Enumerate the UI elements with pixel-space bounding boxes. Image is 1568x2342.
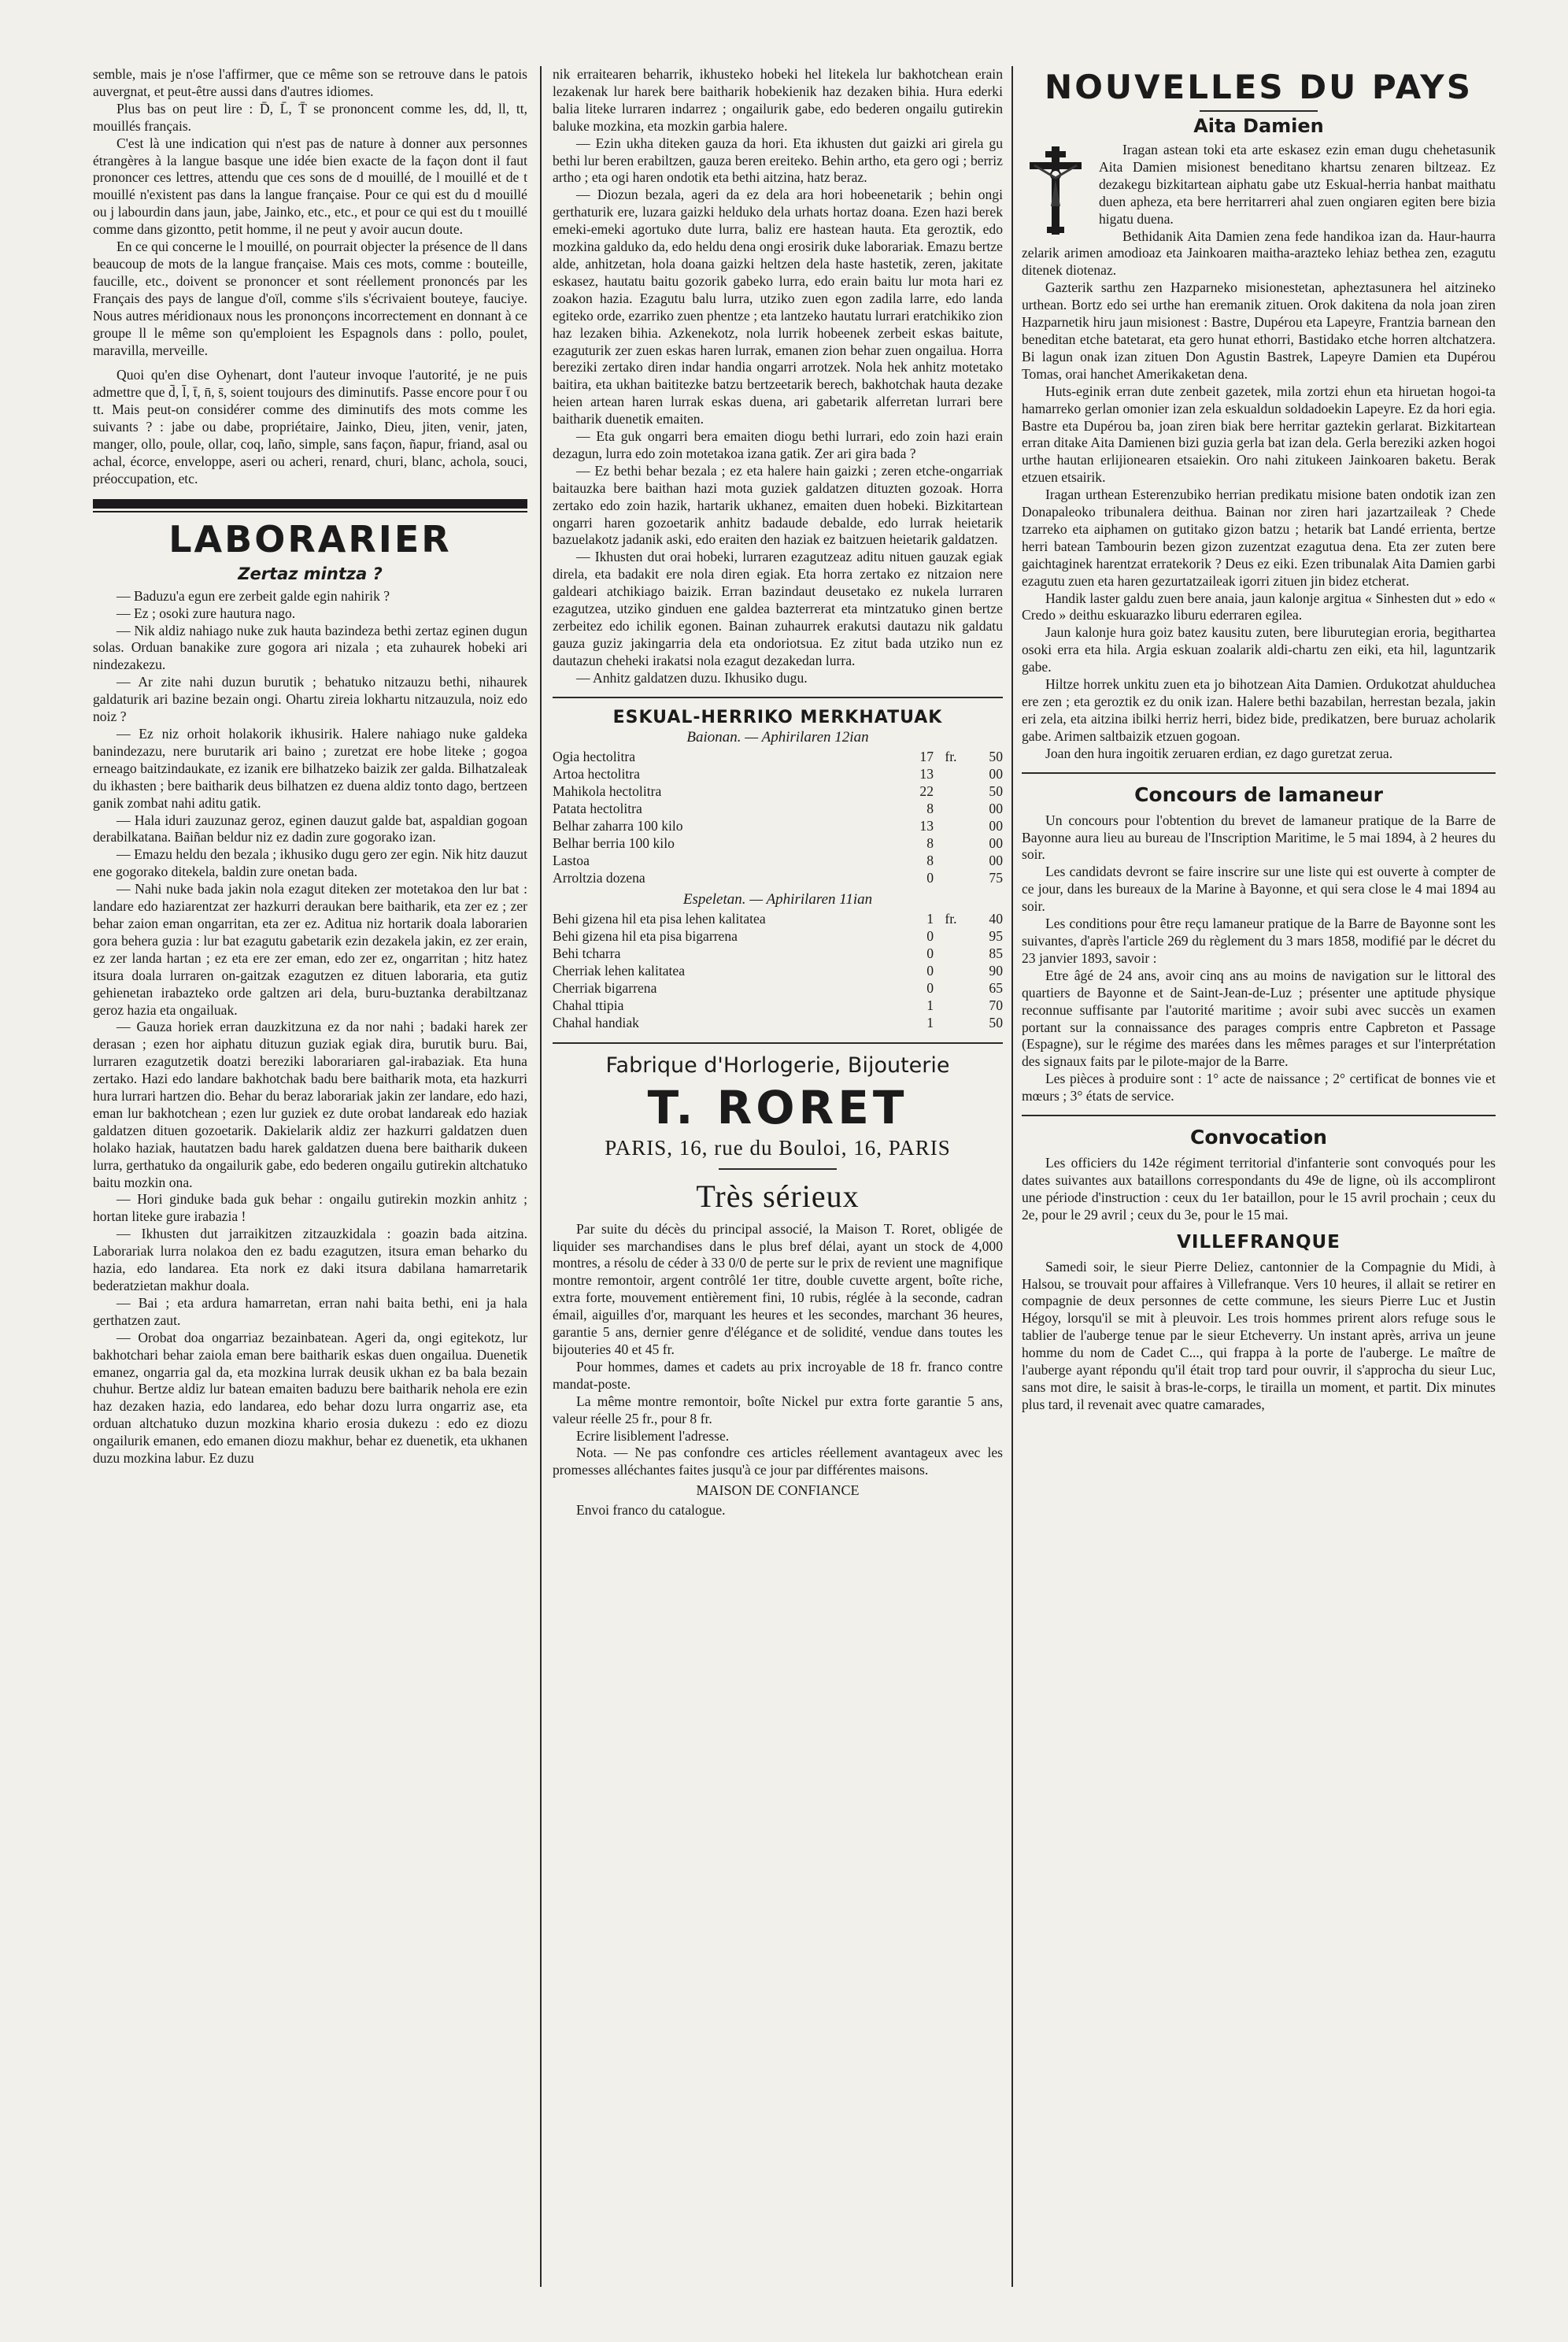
paragraph: Huts-eginik erran dute zenbeit gazetek, mila zortzi ehun eta hiruetan hogoi-ta hamarreko gerlan omonier izan zela eskualdun soldadoekin Lapeyre. Ez da hori egia. Bastre eta Dupérou ba, joan ziren biak bere herritar gaztekin gerlarat. Bizkitartean erran ditake Aita Damienen bizi guzia gerla bat izan dela. Gerla bereziki azken hogoi urthe hautan erlijionearen etsaiekin. Oro nahi zitukeen Jainkoaren baketu. Berak etzuen etsairik.: [1022, 383, 1496, 486]
price-row: [553, 945, 1003, 962]
price-row: [553, 1014, 1003, 1031]
paragraph: — Baduzu'a egun ere zerbeit galde egin nahirik ?: [116, 587, 390, 604]
price-row: [553, 869, 1003, 886]
paragraph: semble, mais je n'ose l'affirmer, que ce même son se retrouve dans le patois auvergnat, et peut-être aussi dans d'autres idiomes.: [93, 66, 527, 99]
paragraph: — Ez ; osoki zure hautura nago.: [116, 605, 296, 621]
paragraph: — Nik aldiz nahiago nuke zuk hauta bazindeza bethi zertaz eginen dugun solas. Orduan banakike zure gogora ari nizala ; eta zuhaurek hobeki ari nindezakezu.: [93, 622, 527, 673]
price-row: [553, 852, 1003, 869]
roret-advertisement: [553, 1053, 1003, 1215]
price-francs: 0: [926, 945, 934, 961]
ad-paragraph: Pour hommes, dames et cadets au prix incroyable de 18 fr. franco contre mandat-poste.: [553, 1358, 1003, 1392]
paragraph: — Hala iduri zauzunaz geroz, eginen dauzut galde bat, aspaldian gogoan derabilkatana. Baiñan beldur niz ez dadin zure gogorako izan.: [93, 812, 527, 845]
price-centimes: 00: [989, 817, 1003, 834]
price-item-name: Cherriak bigarrena: [553, 979, 657, 996]
ad-address: PARIS, 16, rue du Bouloi, 16, PARIS: [605, 1135, 951, 1160]
price-item-name: Chahal ttipia: [553, 997, 624, 1013]
paragraph: Les conditions pour être reçu lamaneur pratique de la Barre de Bayonne sont les suivantes, d'après l'article 269 du règlement du 3 mars 1858, modifié par le décret du 23 janvier 1893, savoir :: [1022, 916, 1496, 966]
paragraph: Joan den hura ingoitik zeruaren erdian, ez dago guretzat zerua.: [1045, 745, 1393, 761]
price-francs: 0: [926, 869, 934, 886]
paragraph: — Hori ginduke bada guk behar : ongailu gutirekin mozkin anhitz ; hortan liteke gure irabazia !: [93, 1191, 527, 1225]
price-centimes: 75: [989, 869, 1003, 886]
price-item-name: Ogia hectolitra: [553, 748, 636, 764]
price-francs: 13: [919, 817, 934, 834]
price-row: [553, 910, 1003, 927]
price-centimes: 95: [989, 927, 1003, 944]
price-item-name: Behi gizena hil eta pisa bigarrena: [553, 927, 738, 944]
price-item-name: Behi gizena hil eta pisa lehen kalitatea: [553, 910, 766, 927]
price-centimes: 50: [989, 1014, 1003, 1030]
price-unit: fr.: [945, 910, 957, 927]
paragraph: Iragan astean toki eta arte eskasez ezin eman dugu chehetasunik Aita Damien misionest beneditano khartsu zenaren biltzeaz. Ez dezakegu bizkitartean aiphatu gabe utz Eskual-herria hanbat maithatu duen apheza, eta bere herritarreri ahal zuen ongiaren egiten bere bizia higatu duena.: [1099, 142, 1496, 227]
price-centimes: 65: [989, 979, 1003, 996]
paragraph: — Ar zite nahi duzun burutik ; behatuko nitzauzu bethi, nihaurek galdaturik ari bazine bezain ongi. Ohartu zireia lokhartu nitzauzula, noiz edo noiz ?: [93, 674, 527, 725]
price-unit: [934, 834, 968, 852]
ad-brand: T. RORET: [647, 1080, 908, 1134]
paragraph: Les pièces à produire sont : 1° acte de naissance ; 2° certificat de bonnes vie et mœurs ; 3° états de service.: [1022, 1071, 1496, 1104]
market-heading: ESKUAL-HERRIKO MERKHATUAK: [612, 707, 943, 727]
price-item-name: Chahal handiak: [553, 1014, 639, 1030]
price-centimes: 00: [989, 852, 1003, 868]
price-centimes: 70: [989, 997, 1003, 1013]
market-bayonne-heading: Baionan. — Aphirilaren 12ian: [686, 728, 869, 746]
paragraph: — Nahi nuke bada jakin nola ezagut diteken zer motetakoa den lur bat : landare edo haziarentzat zer hazkurri deraukan bere baitharik, eta zer ez ; zer behar zaion eman ongarritan, eta zer ez. Aditua niz hortarik doala laborarien gora behera guzia : lur bat ezagutu gabetarik ezin dezakela jakin, ez zer erain, ez zer landa hartan ; ez eta ere zer eman, edo zer ez, ongarritan ; hitz hatez itsura doala lurraren on-gaitzak ezagutzen ez dituen laboraria, eta gutiz gehienetan irabazteko orde galtzen ari dela, buru-buztanka derabiltzanaz geroz hazia eta ongailuak.: [93, 881, 527, 1018]
price-table-espelette: [553, 910, 1003, 1031]
price-item-name: Lastoa: [553, 852, 590, 868]
paragraph: Hiltze horrek unkitu zuen eta jo bihotzean Aita Damien. Ordukotzat ahulduchea ere zen ; eta geroztik ez du onik izan. Halere bethi bazabilan, herrestan bezala, jakin eri zela, eta aitzina ibilki herriz herri, bidez bide, predikatzen, bere buruaz acholarik gabe. Arimen saltbaizik etzuen gogoan.: [1022, 676, 1496, 744]
price-centimes: 00: [989, 765, 1003, 782]
price-unit: [934, 869, 968, 886]
paragraph: — Emazu heldu den bezala ; ikhusiko dugu gero zer egin. Nik hitz dauzut ene gogorako ditekela, baldin zure onetan bada.: [93, 846, 527, 880]
ad-paragraph: Ecrire lisiblement l'adresse.: [576, 1427, 730, 1444]
paragraph: Samedi soir, le sieur Pierre Deliez, cantonnier de la Compagnie du Midi, à Halsou, se trouvait pour affaires à Villefranque. Vers 10 heures, il allait se retirer en compagnie de deux personnes de cette commune, les sieurs Pierre Luc et Justin Hégoy, lorsqu'il se mit à pleuvoir. Les trois hommes prirent alors refuge sous le tablier de l'auberge tenue par le sieur Etcheverry. Un instant après, arriva un jeune homme du nom de Cadet C..., qui frappa à la porte de l'auberge. Le maître de l'auberge ayant répondu qu'il était trop tard pour ouvrir, il s'approcha du sieur Luc, sans mot dire, le saisit à bras-le-corps, le tirailla un moment, et partit. Dix minutes plus tard, il revenait avec quatre camarades,: [1022, 1258, 1496, 1412]
price-unit: fr.: [945, 748, 957, 764]
paragraph: nik erraitearen beharrik, ikhusteko hobeki hel litekela lur bakhotchean erain lezakenak lur harek bere baitharik hobekienik haz dezaken bihia. Hura ederki balia liteke lurraren indarrez ; ongailurik gabe, edo bederen ongailu gutirekin baluke mozkina, eta mozkin garbia halere.: [553, 66, 1003, 134]
paragraph: — Bai ; eta ardura hamarretan, erran nahi baita bethi, eni ja hala gerthatzen zaut.: [93, 1294, 527, 1328]
price-item-name: Belhar berria 100 kilo: [553, 834, 675, 851]
price-item-name: Cherriak lehen kalitatea: [553, 962, 686, 979]
price-row: [553, 834, 1003, 852]
paragraph: — Orobat doa ongarriaz bezainbatean. Ageri da, ongi egitekotz, lur bakhotchari behar zaiola eman bere baitharik eskas duen ongailua. Duenetik emanez, ongarria gal da, eta mozkina lurrak deusik ukhan ez ba bala bezain chuhur. Bertze aldiz lur batean emaiten baduzu bere baitharik nehola ere ezin haz dezaken hazia, edo landarea, edo behar dozu lurra ongarriz ase, eta orduan altchatuko duzun mozkina khario erosia dukezu : edo ez diozu ongailurik emanen, edo emanen diozu makhur, behar ez duenetik, eta ukhanen duzu mozkina labur. Ez duzu: [93, 1329, 527, 1467]
section-divider: [553, 697, 1003, 698]
paragraph: Les officiers du 142e régiment territorial d'infanterie sont convoqués pour les dates suivantes aux bataillons correspondants du 49e de ligne, où ils accompliront une période d'instruction : ceux du 1er bataillon, pour le 15 avril prochain ; ceux du 2e, pour le 29 avril ; ceux du 3e, pour le 15 mai.: [1022, 1155, 1496, 1223]
paragraph: — Ezin ukha diteken gauza da hori. Eta ikhusten dut gaizki ari girela gu bethi lur beren erabiltzen, gauza beren ereiteko. Behin artho, eta gero ogi ; berriz artho ; eta ogi haren ondotik eta bethi aitzina, hatz beraz.: [553, 135, 1003, 186]
price-unit: [934, 997, 968, 1014]
price-item-name: Belhar zaharra 100 kilo: [553, 817, 683, 834]
price-row: [553, 783, 1003, 800]
crucifix-icon: [1022, 143, 1089, 238]
ad-headline: Très sérieux: [696, 1178, 860, 1214]
paragraph: — Ez niz orhoit holakorik ikhusirik. Halere nahiago nuke galdeka banindezazu, nere burutarik ari baino ; zuretzat ere hobe liteke ; gogoa erneago baitzindaukate, ez izanik ere bilhatzeko baizik zer galda. Bilhatzaleak du ikhasten ; bere baitharik deus bilhatzen ez duena aldiz tonto dago, bertzeen ganik zombat nahi aditu gatik.: [93, 726, 527, 811]
price-francs: 0: [926, 962, 934, 979]
paragraph: — Ikhusten dut jarraikitzen zitzauzkidala : goazin bada aitzina. Laborariak lurra nolakoa den ez badu ezagutzen, itsura eman beharko du hazia, edo landarea. Eta nork ez daki itsura dabilana hamarretarik bederatzietan makhur doala.: [93, 1226, 527, 1293]
convocation-heading: Convocation: [1190, 1126, 1327, 1149]
laborarier-subheading: Zertaz mintza ?: [238, 564, 383, 583]
price-francs: 8: [926, 800, 934, 816]
price-unit: [934, 852, 968, 869]
price-item-name: Arroltzia dozena: [553, 869, 645, 886]
price-unit: [934, 765, 968, 783]
ad-paragraph: Par suite du décès du principal associé, la Maison T. Roret, obligée de liquider ses marchandises dans le plus bref délai, ayant un stock de 4,000 montres, a résolu de céder à 33 0/0 de perte sur le prix de revient une magnifique montre remontoir, argent contrôlé 1er titre, double cuvette argent, boîte riche, extra forte, mouvement entièrement fini, 10 rubis, réglée à la seconde, cadran émail, aiguilles d'or, marquant les heures et les secondes, marchant 36 heures, garantie 5 ans, dernier genre d'élégance et de solidité, vendue dans toutes les bijouteries 40 et 45 fr.: [553, 1220, 1003, 1357]
price-francs: 22: [919, 783, 934, 799]
price-unit: [934, 800, 968, 817]
paragraph: — Diozun bezala, ageri da ez dela ara hori hobeenetarik ; behin ongi gerthaturik ere, luzara gaizki helduko dela urhats hortaz doana. Ezen hazi berek emeki-emeki agortuko dute lurra, baliz ere hastean hauta. Eta geroztik, edo mozkina galduko da, edo heldu dena ongi erosirik duke laborariak. Emazu bertze alde, anhitzetan, hola doana gaizki heltzen dela haste hastetik, zeren, jakitate eskasez, hautatu baitu gozorik gabeko lurra, edo erain baitu lur mota hari ez zoakon hazia. Ezagutu balu lurra, utziko zuen egon zadila larre, edo landa egiteko orde, ezarriko zuen phentze ; eta lantzeko hautatu lurrari eratchikiko zion haz lezaken bihia. Azkenekotz, nola lurrik hobeenek zerbeit eskas baitute, ezaguturik zer zuen eskas haren lurrak, emanen zion behar zuen ongailua. Horra bereziki zertako diren indar handia ongarri arrotzek. Nola hek anhitz motetako baitira, eta ukhan baititezke batzu bertzeetarik berech, bakhotchak hauta dezake heien artean haren lurrak eskas duena, ari gabetarik alferretan lurrari bere baitharik duenetik emaiten.: [553, 187, 1003, 427]
price-unit: [934, 1014, 968, 1031]
price-row: [553, 979, 1003, 997]
column-rule-left: [540, 66, 542, 2287]
paragraph: Handik laster galdu zuen bere anaia, jaun kalonje argitua « Sinhesten dut » edo « Credo » deithu eskuarazko liburu ederraren egilea.: [1022, 590, 1496, 623]
price-centimes: 40: [989, 910, 1003, 927]
ad-line: Fabrique d'Horlogerie, Bijouterie: [605, 1053, 950, 1078]
villefranque-heading: VILLEFRANQUE: [1177, 1231, 1341, 1252]
price-centimes: 00: [989, 834, 1003, 851]
price-row: [553, 817, 1003, 834]
nouvelles-heading: NOUVELLES DU PAYS: [1045, 68, 1473, 106]
price-francs: 1: [926, 910, 934, 927]
paragraph: — Eta guk ongarri bera emaiten diogu bethi lurrari, edo zoin hazi erain dezagun, lurra edo zoin motetakoa izana gatik. Zer ari gira bada ?: [553, 428, 1003, 461]
section-divider-thin: [93, 511, 527, 512]
laborarier-heading: LABORARIER: [168, 517, 452, 561]
price-unit: [934, 817, 968, 834]
column-left: [93, 66, 527, 2311]
paragraph: — Ikhusten dut orai hobeki, lurraren ezagutzeaz aditu nituen gauzak egiak direla, eta badakit ere nola diren egiak. Eta horra zertako ez nitzaion nere galdeari atchikiago baizik. Erran bazindaut deusetako ez nukela lurraren ezagutzea, utziko ginduen ene galdea bazterrerat eta mintzatuko ginen bertze zerbeitez edo ichilik egonen. Bainan zuhaurrek erakutsi dautazu nik galdatu gauza guziz jakingarria dela eta ondoriotsua. Ez zitut bada utziko nun ez dautazun cheheki irakatsi nola ezagut dezakedan lurra.: [553, 549, 1003, 668]
concours-heading: Concours de lamaneur: [1134, 783, 1383, 806]
price-row: [553, 800, 1003, 817]
column-middle: [553, 66, 1003, 2311]
paragraph: En ce qui concerne le l mouillé, on pourrait objecter la présence de ll dans beaucoup de mots de la langue française. Mais ces mots, comme : bouteille, faucille, etc., doivent se prononcer et sont réellement prononcés par les Français des pays de langue d'oïl, comme s'ils s'écrivaient bouteye, fauciye. Nous autres méridionaux nous les prononçons incorrectement en donnant à ce groupe ll le même son qu'emploient les Espagnols dans : pollo, poulet, maravilla, merveille.: [93, 239, 527, 358]
paragraph: — Ez bethi behar bezala ; ez eta halere hain gaizki ; zeren etche-ongarriak baitauzka bere baithan hazi mota guziek galdatzen dituzten gozoak. Horra zertako edo zoin hazik, hartarik ukhanez, emaiten duen hobeki. Bizkitartean ongarri haren gozoetarik anhitz badaude debalde, edo lurrak heietarik bazuelakotz jadanik aski, edo eraiten den haziak ez baitzuen heietarik galdatzen.: [553, 462, 1003, 548]
paragraph: Bethidanik Aita Damien zena fede handikoa izan da. Haur-haurra zelarik arimen amodioaz eta Jainkoaren maitha-arazteko lehiaz bethea zen, ezagutu ditenek diotenaz.: [1022, 228, 1496, 279]
price-row: [553, 765, 1003, 783]
ad-paragraph: Nota. — Ne pas confondre ces articles réellement avantageux avec les promesses alléchantes faites jusqu'à ce jour par différentes maisons.: [553, 1445, 1003, 1478]
paragraph: Les candidats devront se faire inscrire sur une liste qui est ouverte à compter de ce jour, dans les bureaux de la Marine à Bayonne, et qui sera close le 4 mai 1894 au soir.: [1022, 864, 1496, 915]
price-row: [553, 997, 1003, 1014]
price-unit: [934, 945, 968, 962]
paragraph: Plus bas on peut lire : D̄, L̄, T̄ se prononcent comme les, dd, ll, tt, mouillés français.: [93, 100, 527, 134]
price-francs: 8: [926, 834, 934, 851]
column-right: [1022, 66, 1496, 2311]
paragraph: Gazterik sarthu zen Hazparneko misionestetan, apheztasunera hel aitzineko urthean. Bortz edo sei urthe han eremanik zituen. Orok dakitena da nola joan ziren Hazparnetik hiru jaun misionest : Bastre, Dupérou eta Lapeyre, Frantzia barnean den beneditan etche batetarat, eta gero hunat ethorri, Bastidako etche horren altchatzera. Bi lagun onak izan zituen Don Agustin Bastrek, Lapeyre Damien eta Dupérou Tomas, orai hanchet Amerikaketan dena.: [1022, 279, 1496, 382]
price-row: [553, 962, 1003, 979]
ad-catalogue: Envoi franco du catalogue.: [576, 1502, 726, 1519]
price-item-name: Behi tcharra: [553, 945, 621, 961]
price-centimes: 00: [989, 800, 1003, 816]
paragraph: — Gauza horiek erran dauzkitzuna ez da nor nahi ; badaki harek zer derasan ; ezen hor aiphatu dituzun guziak egiak dira, burutik buru. Bai, lurraren ezagutzetik doatzi bereziki laborariaren gal-irabaziak. Eta huna zertako. Hazi edo landare bakhotchak badu bere baitharik mota, eta hazkurri hura lurrari hartzen dio. Behar du beraz laborariak jakin zer landare, edo hazi, eman lur bakhotchean ; ezen lur guziek ez dute orobat landareak edo haziak galdatzen dituen gozoetarik. Dakielarik aldiz zer hazkurri galdatzen duen holako haziak, hautatzen badu harek galdatzen duena bere baitharik dukeen lurra, gerthatuko da ongailurik gabe, edo bederen ongailu gutirekin altchatuko baitu mozkin ona.: [93, 1019, 527, 1190]
ad-confiance: MAISON DE CONFIANCE: [696, 1482, 860, 1499]
price-item-name: Patata hectolitra: [553, 800, 642, 816]
paragraph: — Anhitz galdatzen duzu. Ikhusiko dugu.: [576, 669, 808, 686]
price-francs: 1: [926, 997, 934, 1013]
price-francs: 17: [919, 748, 934, 764]
price-centimes: 90: [989, 962, 1003, 979]
ad-paragraph: La même montre remontoir, boîte Nickel pur extra forte garantie 5 ans, valeur réelle 25 fr., pour 8 fr.: [553, 1393, 1003, 1426]
price-francs: 13: [919, 765, 934, 782]
price-centimes: 85: [989, 945, 1003, 961]
price-row: [553, 748, 1003, 765]
paragraph: Jaun kalonje hura goiz batez kausitu zuten, bere liburutegian eroria, begithartea osoki erra eta hila. Argia eskuan zoalarik aldi-chartu zen eiki, eta hil, laguntzarik gabe.: [1022, 624, 1496, 675]
paragraph: Quoi qu'en dise Oyhenart, dont l'auteur invoque l'autorité, je ne puis admettre que d̄, l̄, t̄, n̄, s̄, soient toujours des diminutifs. Passe encore pour t̄ ou tt. Mais peut-on considérer comme des diminutifs des mots comme les suivants ? : jabe ou dabe, propriétaire, Jainko, Dieu, jiten, venir, jaten, manger, ollo, poule, ollar, coq, laño, simple, sans façon, ñapur, friand, asal ou achal, écorce, enveloppe, aseri ou acheri, renard, churi, blanc, achola, souci, préoccupation, etc.: [93, 367, 527, 487]
price-francs: 0: [926, 979, 934, 996]
price-francs: 8: [926, 852, 934, 868]
price-centimes: 50: [989, 783, 1003, 799]
paragraph: Etre âgé de 24 ans, avoir cinq ans au moins de navigation sur le littoral des quartiers de Bayonne et de Saint-Jean-de-Luz ; présenter une aptitude physique reconnue suffisante par l'autorité maritime ; avoir subi avec succès un examen portant sur la connaissance des parages compris entre Capbreton et Passage (Espagne), sur le régime des marées dans les mêmes parages et sur l'interprétation des signaux faits par le pilote-major de la Barre.: [1022, 967, 1496, 1070]
heading-divider: [1200, 110, 1318, 112]
market-espelette-heading: Espeletan. — Aphirilaren 11ian: [682, 890, 873, 908]
section-divider-thick: [93, 499, 527, 509]
price-unit: [934, 979, 968, 997]
price-francs: 0: [926, 927, 934, 944]
price-francs: 1: [926, 1014, 934, 1030]
ad-divider: [719, 1168, 837, 1170]
price-item-name: Mahikola hectolitra: [553, 783, 662, 799]
price-centimes: 50: [989, 748, 1003, 764]
price-unit: [934, 783, 968, 800]
column-rule-right: [1011, 66, 1013, 2287]
paragraph: Iragan urthean Esterenzubiko herrian predikatu misione baten ondotik izan zen Donapaleoko tribunalera deithua. Bainan nor ziren hari jazartzaileak ? Chede tzarreko eta aiphamen on gutitako gizon batzu ; hetarik bat Landé errienta, bertze herri batean Tambourin bezen gizon zuzentzat ezagutua dena. Eta zer zuten bere gaichtaginek harentzat erratekorik ? Deus ez eiki. Ezen tribunalak Aita Damien garbi ezagutu zuen eta haren gezurtatzaileak igorri zituen jin bidez etcherat.: [1022, 487, 1496, 589]
damien-heading: Aita Damien: [1193, 115, 1324, 137]
price-unit: [934, 962, 968, 979]
paragraph: Un concours pour l'obtention du brevet de lamaneur pratique de la Barre de Bayonne aura lieu au bureau de l'Inscription Maritime, le 5 mai 1894, à 2 heures du soir.: [1022, 812, 1496, 863]
section-divider: [1022, 1115, 1496, 1116]
section-divider: [553, 1042, 1003, 1044]
price-row: [553, 927, 1003, 945]
price-item-name: Artoa hectolitra: [553, 765, 640, 782]
section-divider: [1022, 772, 1496, 774]
paragraph: C'est là une indication qui n'est pas de nature à donner aux personnes étrangères à la langue basque une idée bien exacte de la façon dont il faut prononcer ces lettres, attendu que ces sons de d mouillé, de l mouillé et de t mouillé n'existent pas dans la langue française. Pour ce qui est du d mouillé ou j labourdin dans jaun, jabe, Jainko, etc., etc., et pour ce qui est du t mouillé comme dans gizontto, petit homme, il ne peut y avoir aucun doute.: [93, 135, 527, 238]
price-table-bayonne: [553, 748, 1003, 886]
price-unit: [934, 927, 968, 945]
